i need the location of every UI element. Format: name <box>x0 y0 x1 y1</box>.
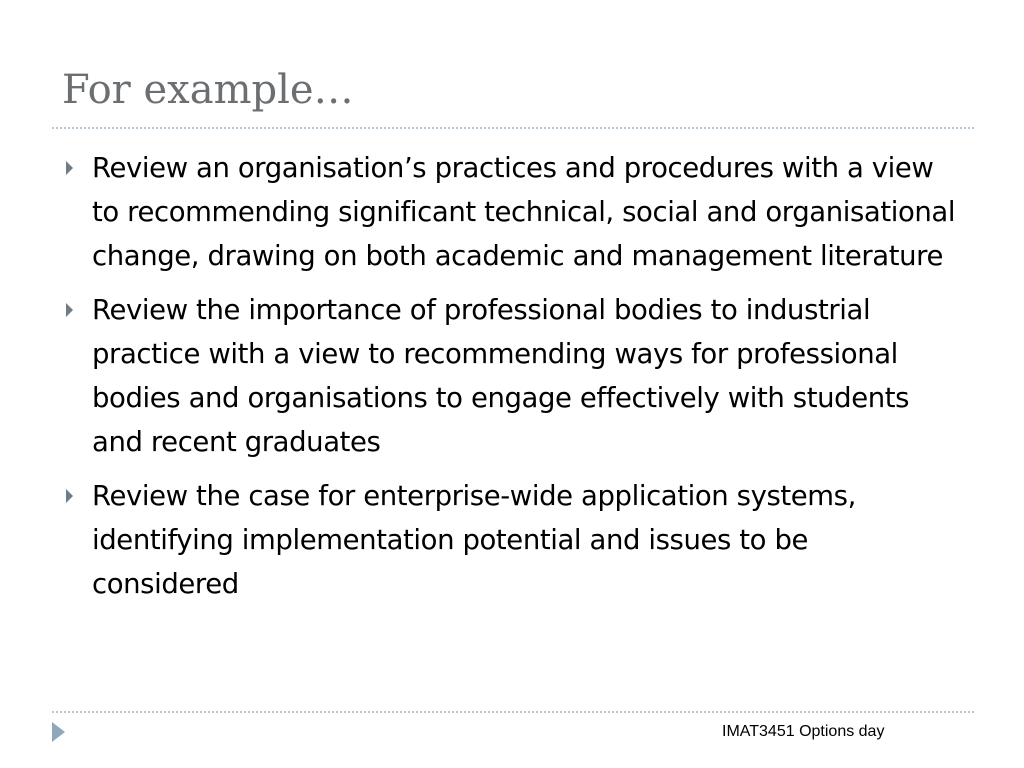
bullet-text: Review the case for enterprise-wide application systems, identifying implementation potential and issues to be considered <box>92 480 856 600</box>
bullet-item <box>62 146 962 278</box>
footer-label: IMAT3451 Options day <box>722 723 885 740</box>
footer-divider <box>52 711 974 713</box>
bullet-triangle-icon <box>66 303 73 317</box>
slide-title: For example… <box>62 67 354 113</box>
title-divider <box>52 127 974 129</box>
bullet-item <box>62 474 962 606</box>
bullet-triangle-icon <box>66 161 73 175</box>
bullet-text: Review an organisation’s practices and procedures with a view to recommending significant technical, social and organisational change, drawing on both academic and management literature <box>92 152 956 272</box>
bullet-text: Review the importance of professional bodies to industrial practice with a view to recommending ways for professional bodies and organisations to engage effectively with students and recent graduates <box>92 294 910 458</box>
bullet-item <box>62 288 962 464</box>
footer-triangle-icon[interactable] <box>52 722 65 742</box>
bullet-list <box>62 146 962 616</box>
bullet-triangle-icon <box>66 489 73 503</box>
